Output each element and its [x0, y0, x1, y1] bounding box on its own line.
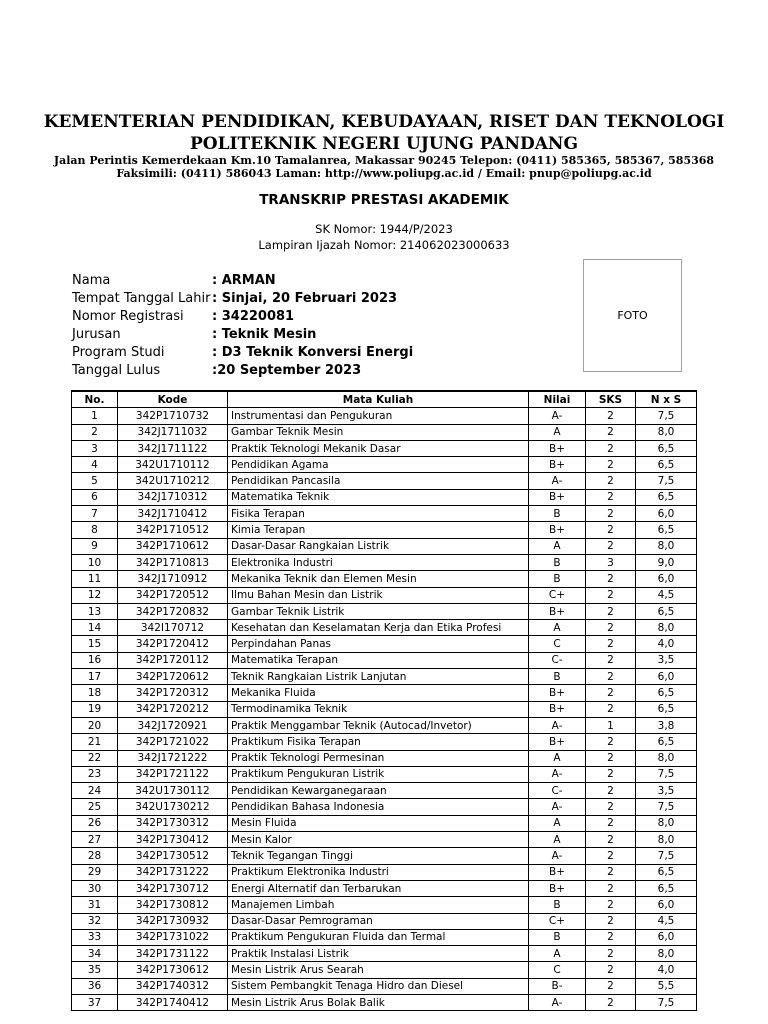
cell-score: 6,5 — [636, 864, 697, 880]
cell-no: 37 — [72, 994, 118, 1010]
cell-grade: A- — [529, 848, 586, 864]
cell-grade: A — [529, 832, 586, 848]
cell-score: 6,0 — [636, 929, 697, 945]
cell-score: 7,5 — [636, 408, 697, 424]
cell-code: 342U1730112 — [118, 783, 228, 799]
cell-score: 7,5 — [636, 799, 697, 815]
col-header-no: No. — [72, 391, 118, 408]
table-row — [72, 603, 697, 619]
cell-credits: 2 — [586, 457, 636, 473]
table-row — [72, 652, 697, 668]
cell-score: 3,8 — [636, 717, 697, 733]
cell-grade: B — [529, 669, 586, 685]
cell-score: 8,0 — [636, 538, 697, 554]
cell-grade: A — [529, 946, 586, 962]
cell-score: 4,0 — [636, 962, 697, 978]
col-header-course: Mata Kuliah — [228, 391, 529, 408]
cell-course: Termodinamika Teknik — [228, 701, 529, 717]
cell-course: Praktikum Pengukuran Fluida dan Termal — [228, 929, 529, 945]
table-row — [72, 636, 697, 652]
cell-no: 5 — [72, 473, 118, 489]
cell-code: 342P1730412 — [118, 832, 228, 848]
cell-course: Mekanika Fluida — [228, 685, 529, 701]
cell-no: 23 — [72, 766, 118, 782]
cell-score: 6,0 — [636, 571, 697, 587]
cell-credits: 2 — [586, 701, 636, 717]
cell-grade: C+ — [529, 913, 586, 929]
table-row — [72, 962, 697, 978]
cell-code: 342P1720612 — [118, 669, 228, 685]
cell-grade: B — [529, 929, 586, 945]
cell-code: 342P1721022 — [118, 734, 228, 750]
cell-course: Pendidikan Bahasa Indonesia — [228, 799, 529, 815]
field-value: : Sinjai, 20 Februari 2023 — [212, 291, 398, 306]
cell-code: 342P1730312 — [118, 815, 228, 831]
cell-no: 31 — [72, 897, 118, 913]
cell-score: 8,0 — [636, 815, 697, 831]
cell-grade: B+ — [529, 701, 586, 717]
cell-grade: A — [529, 424, 586, 440]
cell-grade: B- — [529, 978, 586, 994]
cell-no: 13 — [72, 603, 118, 619]
col-header-grade: Nilai — [529, 391, 586, 408]
cell-score: 6,5 — [636, 685, 697, 701]
cell-no: 21 — [72, 734, 118, 750]
table-row — [72, 522, 697, 538]
cell-course: Praktik Instalasi Listrik — [228, 946, 529, 962]
cell-no: 4 — [72, 457, 118, 473]
cell-credits: 2 — [586, 929, 636, 945]
cell-credits: 2 — [586, 815, 636, 831]
cell-no: 12 — [72, 587, 118, 603]
table-row — [72, 880, 697, 896]
cell-no: 35 — [72, 962, 118, 978]
cell-code: 342P1730712 — [118, 880, 228, 896]
cell-no: 34 — [72, 946, 118, 962]
cell-grade: C- — [529, 783, 586, 799]
cell-score: 5,5 — [636, 978, 697, 994]
cell-credits: 2 — [586, 897, 636, 913]
col-header-credits: SKS — [586, 391, 636, 408]
field-value: : 34220081 — [212, 309, 295, 324]
cell-no: 17 — [72, 669, 118, 685]
cell-code: 342J1721222 — [118, 750, 228, 766]
cell-code: 342P1720112 — [118, 652, 228, 668]
table-row — [72, 864, 697, 880]
cell-score: 6,5 — [636, 603, 697, 619]
cell-grade: B+ — [529, 734, 586, 750]
table-row — [72, 554, 697, 570]
cell-code: 342P1730932 — [118, 913, 228, 929]
table-row — [72, 750, 697, 766]
cell-course: Gambar Teknik Mesin — [228, 424, 529, 440]
cell-no: 9 — [72, 538, 118, 554]
cell-course: Praktik Teknologi Permesinan — [228, 750, 529, 766]
student-field-department — [72, 326, 413, 344]
cell-grade: B — [529, 571, 586, 587]
table-row — [72, 669, 697, 685]
cell-grade: B+ — [529, 489, 586, 505]
cell-no: 24 — [72, 783, 118, 799]
cell-no: 1 — [72, 408, 118, 424]
cell-score: 6,5 — [636, 457, 697, 473]
table-row — [72, 994, 697, 1010]
cell-course: Perpindahan Panas — [228, 636, 529, 652]
cell-code: 342J1710412 — [118, 506, 228, 522]
cell-credits: 2 — [586, 587, 636, 603]
cell-credits: 2 — [586, 685, 636, 701]
table-row — [72, 685, 697, 701]
cell-grade: C+ — [529, 587, 586, 603]
grades-table-body — [72, 408, 697, 1011]
cell-code: 342P1710813 — [118, 554, 228, 570]
cell-grade: A- — [529, 994, 586, 1010]
cell-credits: 2 — [586, 522, 636, 538]
field-label: Program Studi — [72, 345, 165, 360]
table-row — [72, 408, 697, 424]
cell-score: 6,5 — [636, 701, 697, 717]
cell-code: 342P1730612 — [118, 962, 228, 978]
cell-grade: B — [529, 506, 586, 522]
cell-code: 342P1731122 — [118, 946, 228, 962]
cell-score: 6,5 — [636, 522, 697, 538]
cell-credits: 1 — [586, 717, 636, 733]
cell-course: Praktikum Pengukuran Listrik — [228, 766, 529, 782]
cell-credits: 2 — [586, 913, 636, 929]
cell-course: Pendidikan Agama — [228, 457, 529, 473]
cell-no: 19 — [72, 701, 118, 717]
cell-score: 8,0 — [636, 424, 697, 440]
cell-no: 36 — [72, 978, 118, 994]
cell-score: 6,0 — [636, 897, 697, 913]
cell-credits: 2 — [586, 473, 636, 489]
cell-no: 29 — [72, 864, 118, 880]
student-info — [72, 272, 413, 380]
cell-code: 342P1731022 — [118, 929, 228, 945]
cell-grade: C — [529, 636, 586, 652]
table-row — [72, 848, 697, 864]
cell-score: 3,5 — [636, 783, 697, 799]
table-row — [72, 620, 697, 636]
table-row — [72, 766, 697, 782]
student-field-graduation — [72, 362, 413, 380]
cell-course: Mesin Kalor — [228, 832, 529, 848]
cell-grade: B+ — [529, 457, 586, 473]
student-field-program — [72, 344, 413, 362]
cell-code: 342P1720512 — [118, 587, 228, 603]
table-row — [72, 799, 697, 815]
cell-no: 22 — [72, 750, 118, 766]
photo-label: FOTO — [617, 309, 648, 322]
cell-course: Kesehatan dan Keselamatan Kerja dan Etika Profesi — [228, 620, 529, 636]
cell-credits: 2 — [586, 669, 636, 685]
cell-course: Mesin Fluida — [228, 815, 529, 831]
attachment-number: Lampiran Ijazah Nomor: 214062023000633 — [258, 238, 510, 252]
table-row — [72, 946, 697, 962]
cell-course: Pendidikan Pancasila — [228, 473, 529, 489]
cell-grade: A — [529, 538, 586, 554]
cell-course: Sistem Pembangkit Tenaga Hidro dan Diesel — [228, 978, 529, 994]
cell-credits: 2 — [586, 783, 636, 799]
cell-grade: A- — [529, 766, 586, 782]
cell-code: 342P1740412 — [118, 994, 228, 1010]
table-row — [72, 489, 697, 505]
cell-code: 342P1710612 — [118, 538, 228, 554]
cell-course: Praktik Teknologi Mekanik Dasar — [228, 440, 529, 456]
cell-course: Matematika Terapan — [228, 652, 529, 668]
table-row — [72, 717, 697, 733]
cell-course: Teknik Rangkaian Listrik Lanjutan — [228, 669, 529, 685]
cell-code: 342P1720212 — [118, 701, 228, 717]
table-row — [72, 440, 697, 456]
cell-grade: B+ — [529, 603, 586, 619]
table-header-row — [72, 391, 697, 408]
cell-code: 342U1710112 — [118, 457, 228, 473]
cell-score: 7,5 — [636, 473, 697, 489]
field-label: Nama — [72, 273, 111, 288]
table-row — [72, 913, 697, 929]
cell-credits: 2 — [586, 750, 636, 766]
cell-code: 342P1710512 — [118, 522, 228, 538]
cell-no: 25 — [72, 799, 118, 815]
table-row — [72, 587, 697, 603]
cell-grade: A — [529, 750, 586, 766]
contact-line: Faksimili: (0411) 586043 Laman: http://www.poliupg.ac.id / Email: pnup@poliupg.ac.id — [116, 167, 652, 180]
cell-code: 342U1730212 — [118, 799, 228, 815]
cell-credits: 2 — [586, 652, 636, 668]
cell-score: 6,5 — [636, 880, 697, 896]
cell-grade: A — [529, 815, 586, 831]
cell-score: 8,0 — [636, 620, 697, 636]
field-value: :20 September 2023 — [212, 363, 362, 378]
cell-course: Praktikum Fisika Terapan — [228, 734, 529, 750]
cell-score: 3,5 — [636, 652, 697, 668]
cell-credits: 2 — [586, 799, 636, 815]
photo-placeholder — [583, 259, 682, 372]
cell-course: Praktikum Elektronika Industri — [228, 864, 529, 880]
cell-grade: B+ — [529, 685, 586, 701]
cell-no: 7 — [72, 506, 118, 522]
cell-credits: 3 — [586, 554, 636, 570]
table-row — [72, 783, 697, 799]
cell-credits: 2 — [586, 424, 636, 440]
cell-no: 15 — [72, 636, 118, 652]
cell-grade: A- — [529, 473, 586, 489]
cell-no: 30 — [72, 880, 118, 896]
cell-course: Dasar-Dasar Rangkaian Listrik — [228, 538, 529, 554]
cell-credits: 2 — [586, 978, 636, 994]
cell-code: 342J1711032 — [118, 424, 228, 440]
cell-course: Matematika Teknik — [228, 489, 529, 505]
cell-no: 26 — [72, 815, 118, 831]
cell-credits: 2 — [586, 620, 636, 636]
cell-credits: 2 — [586, 538, 636, 554]
cell-code: 342J1711122 — [118, 440, 228, 456]
cell-course: Teknik Tegangan Tinggi — [228, 848, 529, 864]
cell-code: 342P1740312 — [118, 978, 228, 994]
cell-score: 4,0 — [636, 636, 697, 652]
cell-no: 3 — [72, 440, 118, 456]
cell-score: 6,0 — [636, 669, 697, 685]
cell-credits: 2 — [586, 880, 636, 896]
cell-course: Kimia Terapan — [228, 522, 529, 538]
cell-score: 7,5 — [636, 848, 697, 864]
table-row — [72, 978, 697, 994]
cell-no: 2 — [72, 424, 118, 440]
cell-score: 4,5 — [636, 587, 697, 603]
table-row — [72, 734, 697, 750]
cell-no: 18 — [72, 685, 118, 701]
cell-grade: C- — [529, 652, 586, 668]
cell-course: Mekanika Teknik dan Elemen Mesin — [228, 571, 529, 587]
cell-no: 27 — [72, 832, 118, 848]
cell-no: 14 — [72, 620, 118, 636]
cell-no: 32 — [72, 913, 118, 929]
cell-credits: 2 — [586, 440, 636, 456]
cell-code: 342I170712 — [118, 620, 228, 636]
cell-course: Praktik Menggambar Teknik (Autocad/Invetor) — [228, 717, 529, 733]
cell-credits: 2 — [586, 636, 636, 652]
field-value: : D3 Teknik Konversi Energi — [212, 345, 414, 360]
cell-credits: 2 — [586, 489, 636, 505]
cell-grade: B — [529, 554, 586, 570]
cell-no: 33 — [72, 929, 118, 945]
cell-grade: B+ — [529, 440, 586, 456]
cell-score: 8,0 — [636, 946, 697, 962]
cell-grade: B — [529, 897, 586, 913]
cell-score: 6,5 — [636, 734, 697, 750]
cell-credits: 2 — [586, 408, 636, 424]
field-value: : Teknik Mesin — [212, 327, 317, 342]
table-row — [72, 815, 697, 831]
field-label: Nomor Registrasi — [72, 309, 184, 324]
cell-course: Dasar-Dasar Pemrograman — [228, 913, 529, 929]
field-label: Tanggal Lulus — [72, 363, 161, 378]
cell-code: 342P1720832 — [118, 603, 228, 619]
cell-score: 8,0 — [636, 832, 697, 848]
cell-credits: 2 — [586, 832, 636, 848]
cell-grade: A- — [529, 408, 586, 424]
cell-code: 342P1730812 — [118, 897, 228, 913]
cell-score: 4,5 — [636, 913, 697, 929]
cell-no: 8 — [72, 522, 118, 538]
cell-credits: 2 — [586, 864, 636, 880]
cell-code: 342P1721122 — [118, 766, 228, 782]
cell-score: 9,0 — [636, 554, 697, 570]
cell-code: 342P1710732 — [118, 408, 228, 424]
cell-code: 342J1710912 — [118, 571, 228, 587]
cell-code: 342P1720312 — [118, 685, 228, 701]
cell-credits: 2 — [586, 571, 636, 587]
table-row — [72, 457, 697, 473]
cell-course: Mesin Listrik Arus Searah — [228, 962, 529, 978]
table-row — [72, 929, 697, 945]
ministry-heading: KEMENTERIAN PENDIDIKAN, KEBUDAYAAN, RISET DAN TEKNOLOGI — [43, 112, 725, 132]
institution-heading: POLITEKNIK NEGERI UJUNG PANDANG — [190, 134, 578, 154]
student-field-birth — [72, 290, 413, 308]
document-title: TRANSKRIP PRESTASI AKADEMIK — [259, 192, 509, 208]
address-line: Jalan Perintis Kemerdekaan Km.10 Tamalanrea, Makassar 90245 Telepon: (0411) 585365, 585367, 585368 — [53, 154, 715, 167]
cell-score: 6,0 — [636, 506, 697, 522]
cell-credits: 2 — [586, 734, 636, 750]
cell-code: 342P1720412 — [118, 636, 228, 652]
table-row — [72, 571, 697, 587]
col-header-code: Kode — [118, 391, 228, 408]
cell-code: 342P1730512 — [118, 848, 228, 864]
cell-credits: 2 — [586, 766, 636, 782]
cell-credits: 2 — [586, 962, 636, 978]
cell-score: 8,0 — [636, 750, 697, 766]
cell-grade: B+ — [529, 522, 586, 538]
student-field-registration — [72, 308, 413, 326]
cell-no: 20 — [72, 717, 118, 733]
cell-credits: 2 — [586, 994, 636, 1010]
cell-no: 10 — [72, 554, 118, 570]
cell-credits: 2 — [586, 506, 636, 522]
cell-grade: A- — [529, 799, 586, 815]
cell-no: 6 — [72, 489, 118, 505]
cell-score: 6,5 — [636, 489, 697, 505]
table-row — [72, 832, 697, 848]
field-value: : ARMAN — [212, 273, 276, 288]
cell-grade: B+ — [529, 880, 586, 896]
cell-no: 28 — [72, 848, 118, 864]
field-label: Jurusan — [72, 327, 121, 342]
table-row — [72, 473, 697, 489]
field-label: Tempat Tanggal Lahir — [72, 291, 211, 306]
cell-score: 7,5 — [636, 766, 697, 782]
cell-code: 342J1720921 — [118, 717, 228, 733]
cell-score: 6,5 — [636, 440, 697, 456]
cell-code: 342U1710212 — [118, 473, 228, 489]
table-row — [72, 506, 697, 522]
cell-credits: 2 — [586, 946, 636, 962]
cell-credits: 2 — [586, 848, 636, 864]
cell-grade: A — [529, 620, 586, 636]
cell-grade: B+ — [529, 864, 586, 880]
cell-course: Elektronika Industri — [228, 554, 529, 570]
table-row — [72, 897, 697, 913]
table-row — [72, 538, 697, 554]
sk-number: SK Nomor: 1944/P/2023 — [315, 222, 453, 236]
cell-course: Fisika Terapan — [228, 506, 529, 522]
cell-course: Gambar Teknik Listrik — [228, 603, 529, 619]
grades-table — [71, 390, 697, 1011]
cell-course: Mesin Listrik Arus Bolak Balik — [228, 994, 529, 1010]
student-field-name — [72, 272, 413, 290]
cell-code: 342P1731222 — [118, 864, 228, 880]
cell-course: Energi Alternatif dan Terbarukan — [228, 880, 529, 896]
cell-course: Instrumentasi dan Pengukuran — [228, 408, 529, 424]
cell-course: Pendidikan Kewarganegaraan — [228, 783, 529, 799]
cell-code: 342J1710312 — [118, 489, 228, 505]
table-row — [72, 424, 697, 440]
table-row — [72, 701, 697, 717]
cell-course: Ilmu Bahan Mesin dan Listrik — [228, 587, 529, 603]
cell-course: Manajemen Limbah — [228, 897, 529, 913]
cell-no: 16 — [72, 652, 118, 668]
cell-credits: 2 — [586, 603, 636, 619]
col-header-score: N x S — [636, 391, 697, 408]
cell-score: 7,5 — [636, 994, 697, 1010]
cell-grade: A- — [529, 717, 586, 733]
cell-no: 11 — [72, 571, 118, 587]
cell-grade: C — [529, 962, 586, 978]
